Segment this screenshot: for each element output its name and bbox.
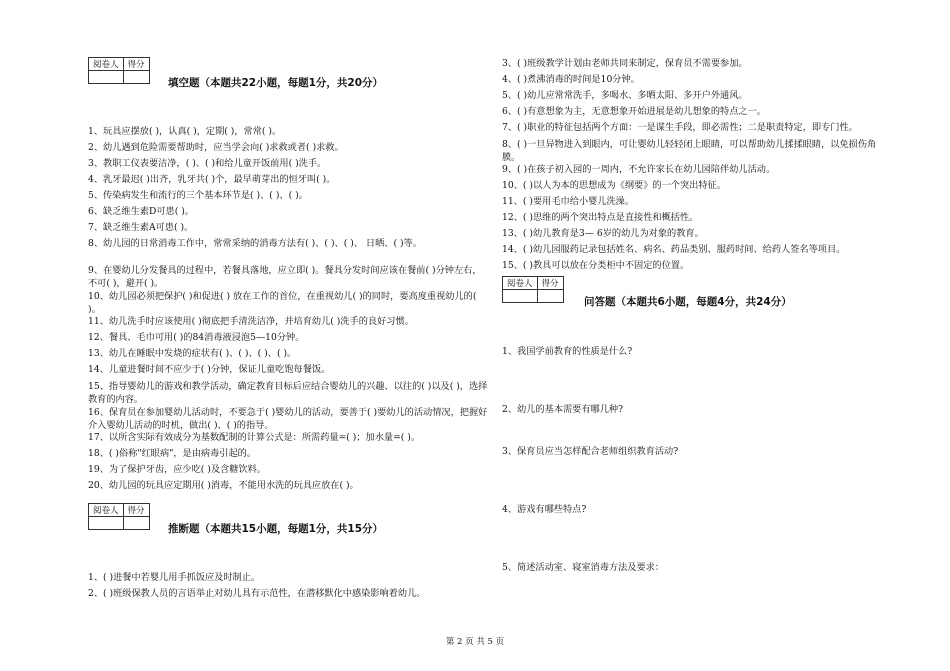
fill-question: 4、乳牙最迟( )出齐，乳牙共( )个，最早萌芽出的恒牙叫( )。 xyxy=(88,174,336,185)
qa-question: 1、我国学前教育的性质是什么? xyxy=(502,346,633,357)
fill-section-title: 填空题（本题共22小题，每题1分，共20分） xyxy=(168,77,384,89)
reviewer-label: 阅卷人 xyxy=(89,58,124,71)
fill-question: 17、以所含实际有效成分为基数配制的计算公式是：所需药量=( )；加水量=( )。 xyxy=(88,432,421,443)
judge-section-title: 推断题（本题共15小题，每题1分，共15分） xyxy=(168,523,384,535)
fill-question: 2、幼儿遇到危险需要帮助时，应当学会向( )求救或者( )求救。 xyxy=(88,142,344,153)
reviewer-label: 阅卷人 xyxy=(503,277,538,290)
score-box-fill xyxy=(88,57,150,84)
score-cell xyxy=(537,290,563,303)
judge-question: 15、( )教具可以放在分类柜中不固定的位置。 xyxy=(502,260,690,271)
judge-question: 14、( )幼儿园服药记录包括姓名、病名、药品类别、服药时间、给药人签名等项目。 xyxy=(502,244,846,255)
fill-question: 6、缺乏维生素D可患( )。 xyxy=(88,206,194,217)
judge-question: 5、( )幼儿应常常洗手，多喝水、多晒太阳、多开户外通风。 xyxy=(502,90,748,101)
fill-question: 5、传染病发生和流行的三个基本环节是( )、( )、( )。 xyxy=(88,190,308,201)
score-label: 得分 xyxy=(123,504,149,517)
judge-question: 1、( )进餐中若婴儿用手抓饭应及时制止。 xyxy=(88,572,261,583)
judge-question: 12、( )思维的两个突出特点是直接性和概括性。 xyxy=(502,212,699,223)
fill-question: 7、缺乏维生素A可患( )。 xyxy=(88,222,194,233)
score-cell xyxy=(123,517,149,530)
reviewer-cell xyxy=(503,290,538,303)
judge-question: 11、( )要用毛巾给小婴儿洗澡。 xyxy=(502,196,635,207)
qa-question: 5、简述活动室、寝室消毒方法及要求： xyxy=(502,562,665,573)
score-box-qa xyxy=(502,276,564,303)
fill-question: 15、指导婴幼儿的游戏和教学活动，确定教育目标后应结合婴幼儿的兴趣、以往的( )以及( )，选择教育的内容。 xyxy=(88,381,488,405)
judge-question: 6、( )有意想象为主，无意想象开始进展是幼儿想象的特点之一。 xyxy=(502,106,766,117)
score-label: 得分 xyxy=(123,58,149,71)
fill-question: 9、在婴幼儿分发餐具的过程中，若餐具落地，应立即( )。餐具分发时间应该在餐前( )分钟左右，不可( )，避开( )。 xyxy=(88,265,482,289)
fill-question: 12、餐具、毛巾可用( )的84消毒液浸泡5—10分钟。 xyxy=(88,332,305,343)
reviewer-label: 阅卷人 xyxy=(89,504,124,517)
judge-question: 8、( )一旦异物进入到眼内，可让婴幼儿轻轻闭上眼睛，可以帮助幼儿揉揉眼睛，以免损伤角膜。 xyxy=(502,139,877,163)
judge-question: 4、( )煮沸消毒的时间是10分钟。 xyxy=(502,74,640,85)
reviewer-cell xyxy=(89,71,124,84)
score-box-judge xyxy=(88,503,150,530)
judge-question: 3、( )班级教学计划由老师共同来制定，保育员不需要参加。 xyxy=(502,58,748,69)
fill-question: 18、( )俗称"红眼病"，是由病毒引起的。 xyxy=(88,448,257,459)
reviewer-cell xyxy=(89,517,124,530)
fill-question: 20、幼儿园的玩具应定期用( )消毒，不能用水洗的玩具应放在( )。 xyxy=(88,480,359,491)
fill-question: 14、儿童进餐时间不应少于( )分钟，保证儿童吃饱每餐饭。 xyxy=(88,364,331,375)
qa-question: 3、保育员应当怎样配合老师组织教育活动? xyxy=(502,446,679,457)
score-label: 得分 xyxy=(537,277,563,290)
fill-question: 8、幼儿园的日常消毒工作中，常常采纳的消毒方法有( )、( )、( )、 日晒、( )等。 xyxy=(88,238,422,249)
judge-question: 10、( )以人为本的思想成为《纲要》的一个突出特征。 xyxy=(502,180,726,191)
fill-question: 16、保育员在参加婴幼儿活动时，不要急于( )婴幼儿的活动，要善于( )要幼儿的活动情况，把握好介入婴幼儿活动的时机，做出( )、( )的指导。 xyxy=(88,407,488,431)
judge-question: 2、( )班级保教人员的言语举止对幼儿具有示范性，在潜移默化中感染影响着幼儿。 xyxy=(88,588,426,599)
page-number-footer: 第 2 页 共 5 页 xyxy=(445,637,505,647)
qa-question: 4、游戏有哪些特点? xyxy=(502,504,587,515)
score-cell xyxy=(123,71,149,84)
fill-question: 11、幼儿洗手时应该使用( )彻底把手清洗洁净，并培育幼儿( )洗手的良好习惯。 xyxy=(88,316,414,327)
qa-section-title: 问答题（本题共6小题，每题4分，共24分） xyxy=(584,296,792,308)
fill-question: 13、幼儿在睡眠中发烧的症状有( )、( )、( )、( )。 xyxy=(88,348,297,359)
judge-question: 7、( )职业的特征包括两个方面：一是谋生手段，即必需性；二是职责特定，即专门性。 xyxy=(502,122,858,133)
qa-question: 2、幼儿的基本需要有哪几种? xyxy=(502,404,624,415)
fill-question: 1、玩具应摆放( )，认真( )，定期( )，常常( )。 xyxy=(88,126,282,137)
fill-question: 19、为了保护牙齿，应少吃( )及含糖饮料。 xyxy=(88,464,266,475)
judge-question: 13、( )幼儿教育是3— 6岁的幼儿为对象的教育。 xyxy=(502,228,704,239)
judge-question: 9、( )在孩子初入园的一周内，不允许家长在幼儿园陪伴幼儿活动。 xyxy=(502,164,776,175)
fill-question: 3、教职工仪表要洁净，( )、( )和给儿童开饭前用( )洗手。 xyxy=(88,158,327,169)
fill-question: 10、幼儿园必须把保护( )和促进( ) 放在工作的首位，在重视幼儿( )的同时，要高度重视幼儿的( )。 xyxy=(88,291,477,315)
